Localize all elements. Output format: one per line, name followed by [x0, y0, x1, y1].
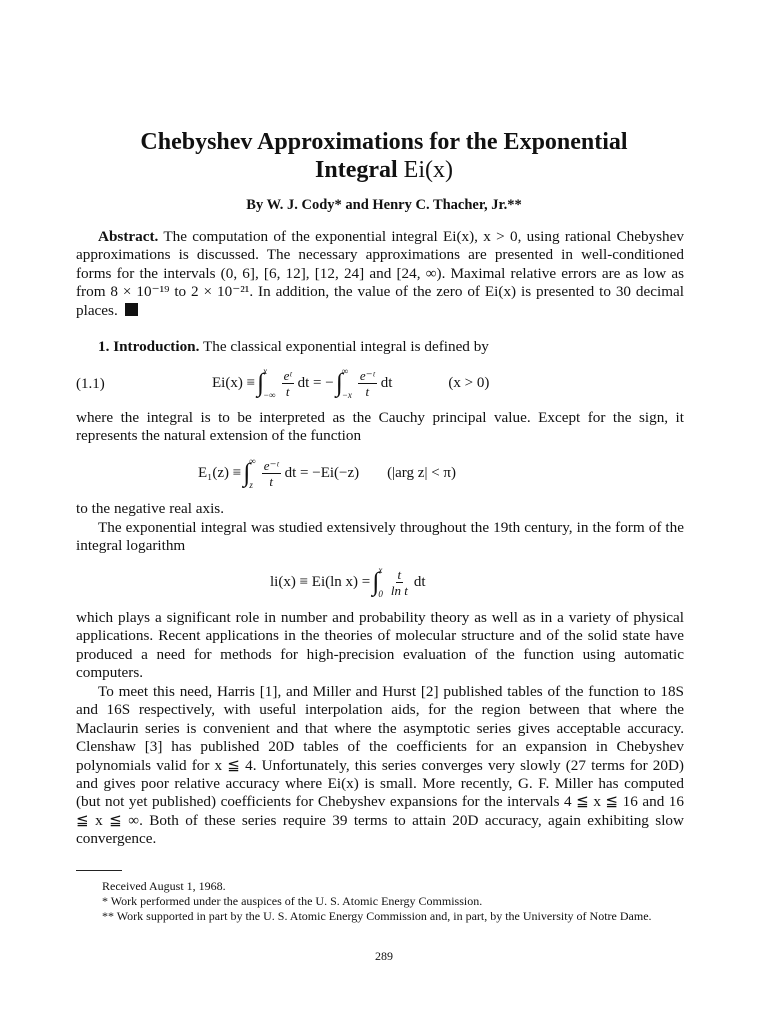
fraction-numerator: e⁻ᵗ: [359, 367, 375, 383]
integral-upper-limit: x: [263, 366, 268, 376]
abstract: [76, 228, 684, 320]
fraction: [262, 458, 281, 489]
fraction-denominator: t: [365, 383, 370, 399]
eq1-tail: dt: [380, 374, 393, 391]
integral-lower-limit: −∞: [263, 390, 276, 400]
fraction: [389, 567, 410, 598]
integral-upper-limit: ∞: [341, 366, 349, 376]
footnote-received: Received August 1, 1968.: [102, 879, 226, 893]
equation-number: (1.1): [76, 376, 105, 392]
title-function: Ei(x): [403, 157, 453, 183]
eq2-condition: (|arg z| < π): [387, 464, 456, 481]
title-line-1: Chebyshev Approximations for the Exponential: [140, 129, 628, 155]
eq1-condition: (x > 0): [448, 374, 490, 391]
footnote-divider: [76, 870, 122, 871]
integral-lower-limit: −x: [341, 390, 352, 400]
fraction-denominator: t: [285, 383, 290, 399]
integral-sign-icon: ∫ ∞ −x: [335, 366, 352, 400]
eq1-mid: dt = −: [297, 374, 334, 391]
page-number: 289: [375, 949, 393, 963]
integral-sign-icon: ∫ ∞ z: [243, 456, 256, 490]
paragraph-cauchy: where the integral is to be interpreted as the Cauchy principal value. Except for the sign, it represents the natural extension of the function: [76, 409, 684, 445]
paragraph-meet-need: To meet this need, Harris [1], and Miller and Hurst [2] published tables of the function to 18S and 16S respectively, with useful interpolation aids, for the region between that where the Maclaurin series is convenient and that where the asymptotic series gives acceptable accuracy. Clenshaw [3] has published 20D tables of the coefficients for an expansion in Chebyshev polynomials valid for x ≦ 4. Unfortunately, this series converges very slowly (27 terms for 20D) and gives poor relative accuracy where Ei(x) is small. More recently, G. F. Miller has computed (but not yet published) coefficients for Chebyshev expansions for the intervals 4 ≦ x ≦ 16 and 16 ≦ x ≦ ∞. Both of these series require 39 terms to attain 20D accuracy, again exhibiting slow convergence.: [76, 683, 684, 848]
title-line-2: [60, 156, 708, 184]
intro-paragraph: [76, 338, 684, 356]
equation-li: [270, 565, 426, 599]
paragraph-19th-century: The exponential integral was studied extensively throughout the 19th century, in the form of the integral logarithm: [76, 519, 684, 555]
abstract-text: The computation of the exponential integral Ei(x), x > 0, using rational Chebyshev approximations is discussed. The necessary approximations are presented in well-conditioned forms for the intervals (0, 6], [6, 12], [12, 24] and [24, ∞). Maximal relative errors are as low as from 8 × 10⁻¹⁹ to 2 × 10⁻²¹. In addition, the value of the zero of Ei(x) is presented to 30 decimal places.: [76, 228, 684, 319]
authors-line: By W. J. Cody* and Henry C. Thacher, Jr.**: [246, 197, 522, 213]
fraction: [282, 368, 294, 399]
fraction-numerator: e⁻ᵗ: [263, 457, 279, 473]
integral-upper-limit: ∞: [249, 456, 256, 466]
footnote-1: * Work performed under the auspices of the U. S. Atomic Energy Commission.: [102, 894, 483, 908]
footnote-2: ** Work supported in part by the U. S. Atomic Energy Commission and, in part, by the University of Notre Dame.: [102, 909, 652, 923]
integral-lower-limit: z: [249, 480, 253, 490]
eq2-lhs: E₁(z) ≡: [198, 464, 242, 481]
fraction-denominator: ln t: [390, 582, 408, 598]
section-heading-introduction: 1. Introduction.: [98, 338, 200, 355]
integral-sign-icon: ∫ x −∞: [257, 366, 276, 400]
equation-e1: [198, 456, 456, 490]
fraction-numerator: t: [397, 566, 402, 582]
paragraph-role: which plays a significant role in number and probability theory as well as in a variety of physical applications. Recent applications in the theories of molecular structure and of the solid state have produced a need for methods for high-precision evaluation of the function using automatic computers.: [76, 609, 684, 682]
integral-sign-icon: ∫ x 0: [372, 565, 383, 599]
eq3-lhs: li(x) ≡ Ei(ln x) =: [270, 573, 371, 590]
equation-1-1: [212, 366, 489, 400]
paper-title: [60, 128, 708, 184]
eq3-tail: dt: [413, 573, 426, 590]
abstract-heading: Abstract.: [98, 228, 159, 245]
eq1-lhs: Ei(x) ≡: [212, 374, 256, 391]
eq2-rhs: dt = −Ei(−z): [284, 464, 360, 481]
end-of-proof-square-icon: [125, 303, 138, 316]
title-line-2-text: Integral: [315, 157, 404, 183]
integral-lower-limit: 0: [378, 589, 383, 599]
fraction: [358, 368, 377, 399]
intro-text: The classical exponential integral is defined by: [202, 338, 489, 355]
paragraph-negative-axis: to the negative real axis.: [76, 500, 225, 517]
integral-upper-limit: x: [378, 565, 383, 575]
fraction-numerator: eᵗ: [283, 367, 292, 383]
fraction-denominator: t: [269, 473, 274, 489]
